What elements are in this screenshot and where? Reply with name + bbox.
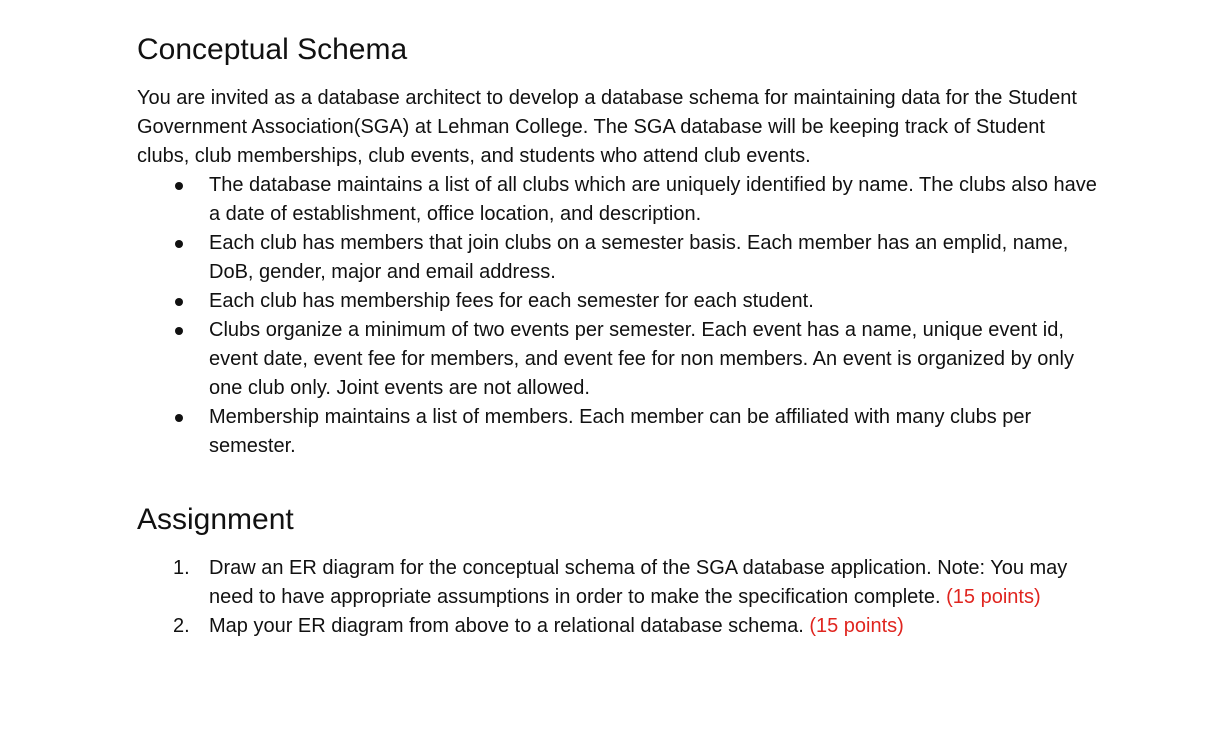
- list-item: [137, 403, 1097, 461]
- bullet-dot-icon: [175, 298, 183, 306]
- assignment-list: [137, 554, 1097, 641]
- document-page: [137, 30, 1097, 641]
- bullet-dot-icon: [175, 182, 183, 190]
- list-item-text: Each club has members that join clubs on a semester basis. Each member has an emplid, name, DoB, gender, major and email address.: [209, 232, 1069, 283]
- points-label: (15 points): [809, 615, 904, 637]
- assignment-item-text: Draw an ER diagram for the conceptual schema of the SGA database application. Note: You may need to have appropriate assumptions in order to make the specification complete.: [209, 557, 1068, 608]
- section-title-assignment: Assignment: [137, 503, 294, 536]
- section-title-conceptual-schema: Conceptual Schema: [137, 33, 408, 66]
- list-item: [137, 171, 1097, 229]
- bullet-dot-icon: [175, 327, 183, 335]
- list-item: [137, 229, 1097, 287]
- bullet-dot-icon: [175, 240, 183, 248]
- item-number: 2.: [173, 615, 190, 637]
- list-item-text: The database maintains a list of all clubs which are uniquely identified by name. The clubs also have a date of establishment, office location, and description.: [209, 174, 1097, 225]
- requirements-list: [137, 171, 1097, 461]
- assignment-item-text: Map your ER diagram from above to a relational database schema.: [209, 615, 804, 637]
- assignment-item: [137, 554, 1097, 612]
- item-number: 1.: [173, 557, 190, 579]
- list-item-text: Each club has membership fees for each semester for each student.: [209, 290, 814, 312]
- list-item: [137, 316, 1097, 403]
- assignment-item: [137, 612, 1097, 641]
- list-item-text: Membership maintains a list of members. Each member can be affiliated with many clubs per semester.: [209, 406, 1032, 457]
- list-item: [137, 287, 1097, 316]
- bullet-dot-icon: [175, 414, 183, 422]
- intro-paragraph: You are invited as a database architect to develop a database schema for maintaining data for the Student Government Association(SGA) at Lehman College. The SGA database will be keeping track of Student clubs, club memberships, club events, and students who attend club events.: [137, 87, 1077, 167]
- list-item-text: Clubs organize a minimum of two events per semester. Each event has a name, unique event id, event date, event fee for members, and event fee for non members. An event is organized by only one club only. Joint events are not allowed.: [209, 319, 1074, 399]
- points-label: (15 points): [946, 586, 1041, 608]
